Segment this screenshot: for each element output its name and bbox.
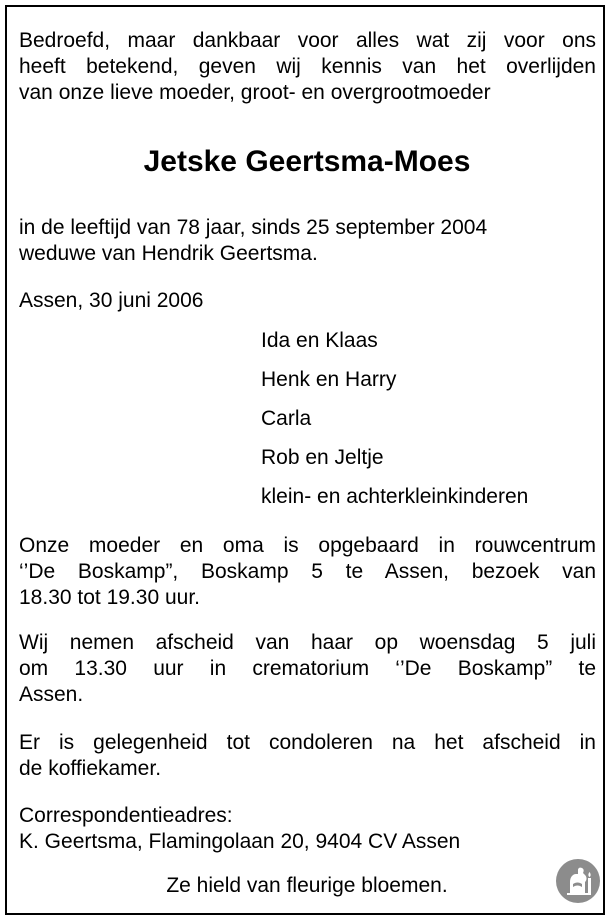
viewing-line-1: Onze moeder en oma is opgebaard in rouwcentrum [19,534,596,557]
viewing-line-3: 18.30 tot 19.30 uur. [19,586,200,609]
intro-line-2: heeft betekend, geven wij kennis van het overlijden [19,55,596,78]
condolence-line-2: de koffiekamer. [19,757,162,780]
deceased-name: Jetske Geertsma-Moes [143,145,471,178]
intro-line-1: Bedroefd, maar dankbaar voor alles wat zij voor ons [19,29,596,52]
relative-item: Rob en Jeltje [261,446,384,469]
viewing-line-2: ‘’De Boskamp”, Boskamp 5 te Assen, bezoek van [19,560,596,583]
farewell-line-1: Wij nemen afscheid van haar op woensdag 5 juli [19,631,596,654]
condolence-line-1: Er is gelegenheid tot condoleren na het afscheid in [19,731,596,754]
closing-line: Ze hield van fleurige bloemen. [166,874,448,897]
age-line-2: weduwe van Hendrik Geertsma. [19,242,318,265]
intro-line-3: van onze lieve moeder, groot- en overgrootmoeder [19,81,491,104]
relative-item: Ida en Klaas [261,329,378,352]
farewell-line-2: om 13.30 uur in crematorium ‘’De Boskamp” te [19,657,596,680]
farewell-line-3: Assen. [19,683,84,706]
place-date: Assen, 30 juni 2006 [19,289,204,312]
age-line-1: in de leeftijd van 78 jaar, sinds 25 september 2004 [19,216,488,239]
correspondence-label: Correspondentieadres: [19,804,233,827]
relative-item: Carla [261,407,312,430]
relative-item: klein- en achterkleinkinderen [261,485,529,508]
relative-item: Henk en Harry [261,368,397,391]
correspondence-address: K. Geertsma, Flamingolaan 20, 9404 CV Assen [19,830,461,853]
dove-candle-emblem-icon [555,858,601,904]
